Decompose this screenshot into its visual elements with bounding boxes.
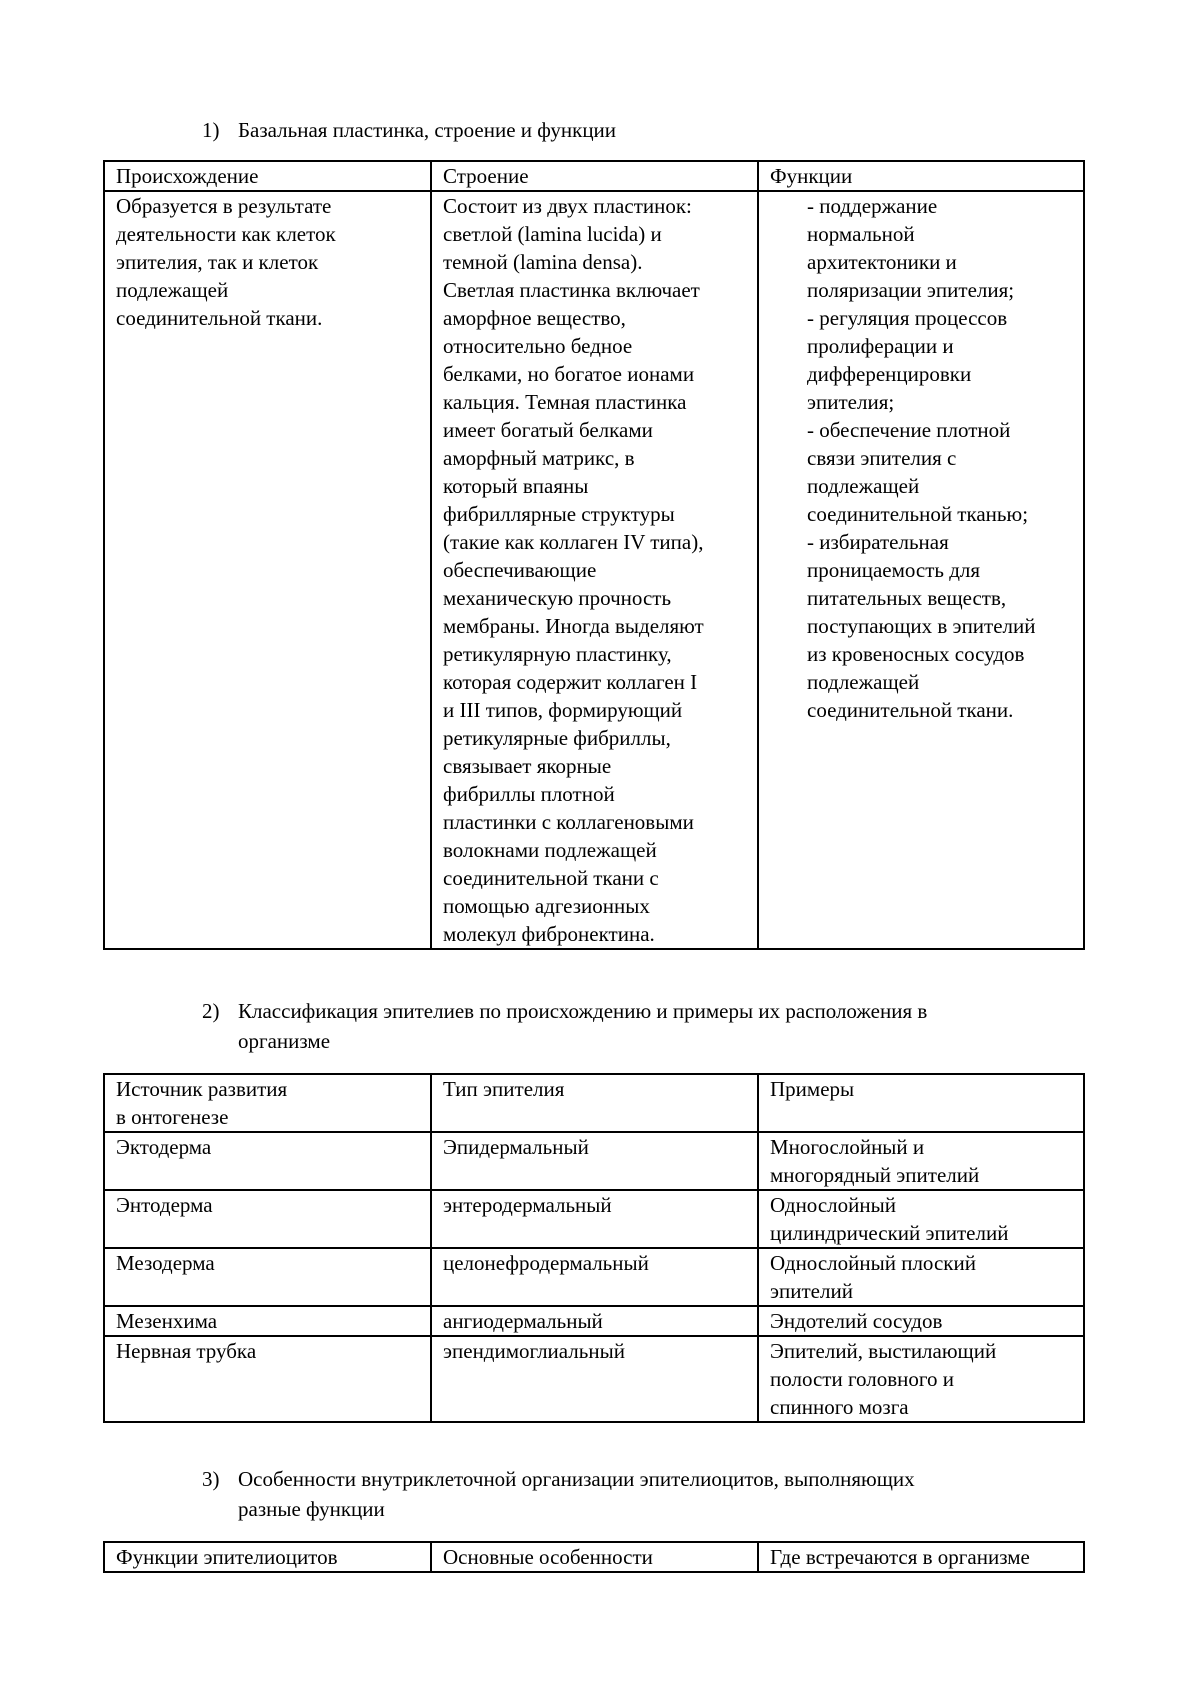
cell-line: пластинки с коллагеновыми: [443, 810, 694, 834]
cell-line: в онтогенезе: [116, 1105, 229, 1129]
table-cell: [431, 1306, 758, 1336]
section-1-title: Базальная пластинка, строение и функции: [238, 118, 617, 142]
cell-line: нормальной: [807, 222, 915, 246]
section-2-title-line: Классификация эпителиев по происхождению и примеры их расположения в: [238, 999, 928, 1023]
table-cell: [431, 1132, 758, 1190]
cell-line: деятельности как клеток: [116, 222, 336, 246]
section-1-number: 1): [202, 118, 220, 142]
cell-line: целонефродермальный: [443, 1251, 649, 1275]
cell-line: эпителия, так и клеток: [116, 250, 319, 274]
cell-line: кальция. Темная пластинка: [443, 390, 687, 414]
table-row: [104, 1132, 1084, 1190]
cell-line: механическую прочность: [443, 586, 672, 610]
table-cell: [104, 1074, 431, 1132]
origin-cell: [104, 191, 431, 949]
header-main-features: Основные особенности: [431, 1542, 758, 1572]
cell-line: поляризации эпителия;: [807, 278, 1015, 302]
cell-line: Источник развития: [116, 1077, 288, 1101]
cell-line: обеспечивающие: [443, 558, 597, 582]
section-2-title-line: организме: [238, 1029, 331, 1053]
cell-line: ретикулярные фибриллы,: [443, 726, 671, 750]
table-row: [104, 1306, 1084, 1336]
cell-line: полости головного и: [770, 1367, 954, 1391]
cell-line: эпендимоглиальный: [443, 1339, 625, 1363]
cell-line: поступающих в эпителий: [807, 614, 1036, 638]
table-cell: [758, 1074, 1084, 1132]
table-cell: [758, 1132, 1084, 1190]
cell-line: Энтодерма: [116, 1193, 213, 1217]
header-location: Где встречаются в организме: [758, 1542, 1084, 1572]
cell-line: подлежащей: [807, 670, 920, 694]
cell-line: соединительной тканью;: [807, 502, 1029, 526]
cell-line: фибриллярные структуры: [443, 502, 675, 526]
cell-line: - поддержание: [807, 194, 938, 218]
cell-line: Светлая пластинка включает: [443, 278, 700, 302]
cell-line: многорядный эпителий: [770, 1163, 980, 1187]
table-cell: [431, 1248, 758, 1306]
cell-line: помощью адгезионных: [443, 894, 650, 918]
basal-lamina-table: [103, 160, 1085, 950]
cell-line: Эктодерма: [116, 1135, 212, 1159]
table-row: [104, 1190, 1084, 1248]
cell-line: пролиферации и: [807, 334, 954, 358]
cell-line: темной (lamina densa).: [443, 250, 643, 274]
cell-line: энтеродермальный: [443, 1193, 612, 1217]
cell-line: Многослойный и: [770, 1135, 925, 1159]
cell-line: подлежащей: [807, 474, 920, 498]
table-header-row: [104, 1074, 1084, 1132]
cell-line: Эпидермальный: [443, 1135, 589, 1159]
cell-line: подлежащей: [116, 278, 229, 302]
table-cell: [431, 1190, 758, 1248]
cell-line: (такие как коллаген IV типа),: [443, 530, 704, 554]
cell-line: которая содержит коллаген I: [443, 670, 698, 694]
cell-line: цилиндрический эпителий: [770, 1221, 1009, 1245]
cell-line: мембраны. Иногда выделяют: [443, 614, 704, 638]
cell-line: соединительной ткани.: [807, 698, 1014, 722]
cell-line: светлой (lamina lucida) и: [443, 222, 662, 246]
cell-line: Эпителий, выстилающий: [770, 1339, 997, 1363]
table-row: [104, 191, 1084, 949]
cell-line: - регуляция процессов: [807, 306, 1008, 330]
cell-line: Мезенхима: [116, 1309, 218, 1333]
cell-line: Образуется в результате: [116, 194, 332, 218]
cell-line: Примеры: [770, 1077, 855, 1101]
cell-line: дифференцировки: [807, 362, 972, 386]
cell-line: - избирательная: [807, 530, 949, 554]
cell-line: Состоит из двух пластинок:: [443, 194, 692, 218]
table-row: [104, 1248, 1084, 1306]
cell-line: фибриллы плотной: [443, 782, 615, 806]
cell-line: Нервная трубка: [116, 1339, 257, 1363]
cell-line: архитектоники и: [807, 250, 957, 274]
cell-line: молекул фибронектина.: [443, 922, 655, 946]
table-cell: [758, 1306, 1084, 1336]
header-epitheliocyte-functions: Функции эпителиоцитов: [104, 1542, 431, 1572]
cell-line: имеет богатый белками: [443, 418, 653, 442]
table-cell: [431, 1336, 758, 1422]
cell-line: Эндотелий сосудов: [770, 1309, 943, 1333]
section-2-number: 2): [202, 999, 220, 1023]
table-cell: [104, 1306, 431, 1336]
table-cell: [758, 1190, 1084, 1248]
cell-line: аморфное вещество,: [443, 306, 626, 330]
cell-line: Однослойный плоский: [770, 1251, 976, 1275]
cell-line: и III типов, формирующий: [443, 698, 683, 722]
functions-cell: [758, 191, 1084, 949]
cell-line: связи эпителия с: [807, 446, 957, 470]
header-origin: Происхождение: [104, 161, 431, 191]
cell-line: относительно бедное: [443, 334, 633, 358]
table-header-row: [104, 161, 1084, 191]
cell-line: эпителия;: [807, 390, 895, 414]
table-cell: [104, 1132, 431, 1190]
table-cell: [758, 1336, 1084, 1422]
structure-cell: [431, 191, 758, 949]
table-header-row: [104, 1542, 1084, 1572]
cell-line: Однослойный: [770, 1193, 896, 1217]
cell-line: ретикулярную пластинку,: [443, 642, 672, 666]
table-cell: [104, 1190, 431, 1248]
table-row: [104, 1336, 1084, 1422]
cell-line: - обеспечение плотной: [807, 418, 1011, 442]
table-cell: [104, 1248, 431, 1306]
cell-line: Тип эпителия: [443, 1077, 565, 1101]
cell-line: спинного мозга: [770, 1395, 909, 1419]
table-cell: [104, 1336, 431, 1422]
table-cell: [431, 1074, 758, 1132]
section-3-title-line: Особенности внутриклеточной организации эпителиоцитов, выполняющих: [238, 1467, 915, 1491]
epitheliocyte-organization-table: [103, 1541, 1085, 1573]
table-cell: [758, 1248, 1084, 1306]
header-functions: Функции: [758, 161, 1084, 191]
cell-line: аморфный матрикс, в: [443, 446, 635, 470]
cell-line: соединительной ткани.: [116, 306, 323, 330]
section-3-number: 3): [202, 1467, 220, 1491]
cell-line: питательных веществ,: [807, 586, 1007, 610]
section-3-title-line: разные функции: [238, 1497, 385, 1521]
cell-line: проницаемость для: [807, 558, 981, 582]
cell-line: Мезодерма: [116, 1251, 215, 1275]
header-structure: Строение: [431, 161, 758, 191]
cell-line: соединительной ткани с: [443, 866, 659, 890]
cell-line: эпителий: [770, 1279, 853, 1303]
cell-line: ангиодермальный: [443, 1309, 603, 1333]
cell-line: волокнами подлежащей: [443, 838, 657, 862]
cell-line: из кровеносных сосудов: [807, 642, 1025, 666]
cell-line: связывает якорные: [443, 754, 612, 778]
section-2-title: [238, 996, 1058, 1056]
cell-line: белками, но богатое ионами: [443, 362, 695, 386]
cell-line: который впаяны: [443, 474, 589, 498]
epithelium-classification-table: [103, 1073, 1085, 1423]
section-3-title: [238, 1464, 1058, 1524]
